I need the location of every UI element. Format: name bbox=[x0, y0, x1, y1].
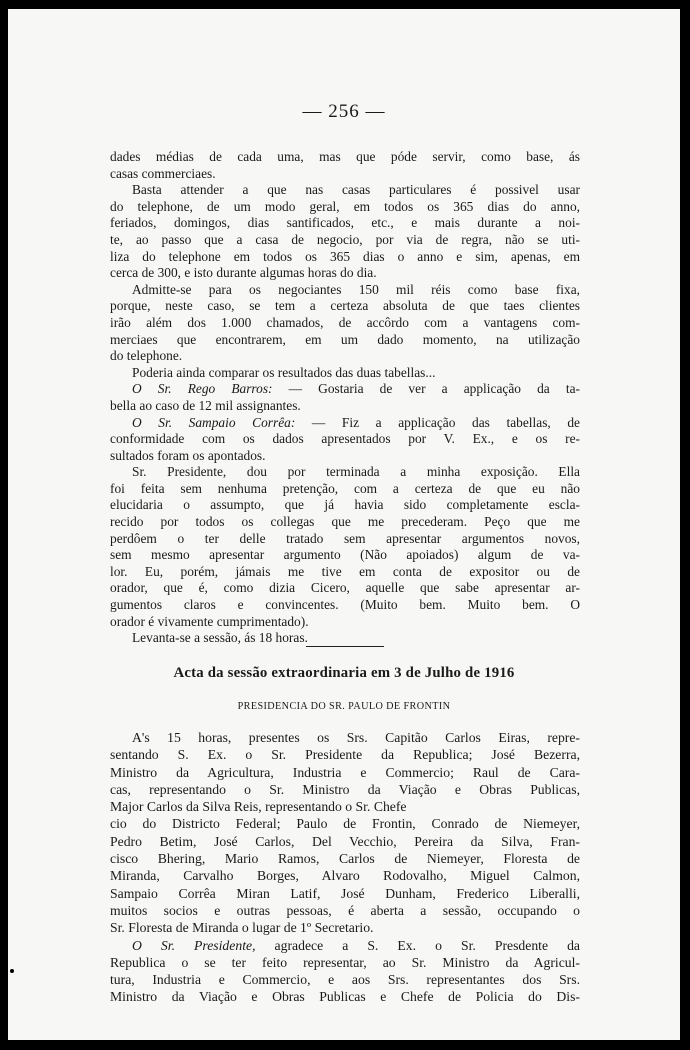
text-line: elucidaria o assumpto, que já havia sido completamente escla- bbox=[110, 497, 580, 513]
text-line: Major Carlos da Silva Reis, representando o Sr. Chefe bbox=[110, 799, 407, 815]
text-line: O Sr. Sampaio Corrêa: — Fiz a applicação das tabellas, de bbox=[132, 414, 581, 430]
text-line: O Sr. Rego Barros: — Gostaria de ver a applicação da ta- bbox=[132, 381, 580, 397]
section-previous-session bbox=[110, 149, 580, 647]
text-line: Admitte-se para os negociantes 150 mil réis como base fixa, bbox=[132, 281, 580, 297]
text-line: Sr. Presidente, dou por terminada a minha exposição. Ella bbox=[132, 464, 580, 480]
text-line: orador, que é, como dizia Cicero, aquelle que sabe apresentar ar- bbox=[110, 580, 580, 596]
text-line: foi feita sem nenhuma pretenção, com a certeza de que eu não bbox=[110, 480, 580, 496]
text-line: Basta attender a que nas casas particulares é possivel usar bbox=[132, 182, 580, 198]
text-line: sentando S. Ex. o Sr. Presidente da Republica; José Bezerra, bbox=[110, 747, 580, 763]
text-line: Ministro da Agricultura, Industria e Commercio; Raul de Cara- bbox=[110, 764, 580, 780]
text-line: irão além dos 1.000 chamados, de accôrdo com a vantagens com- bbox=[110, 314, 580, 330]
text-line: conformidade com os dados apresentados por V. Ex., e os re- bbox=[110, 431, 580, 447]
text-line: Sr. Floresta de Miranda o lugar de 1º Secretario. bbox=[110, 920, 374, 936]
page-number: — 256 — bbox=[302, 101, 386, 122]
text-line: sultados foram os apontados. bbox=[110, 447, 266, 463]
text-line: bella ao caso de 12 mil assignantes. bbox=[110, 397, 301, 413]
text-line: Pedro Betim, José Carlos, Del Vecchio, Pereira da Silva, Fran- bbox=[110, 833, 580, 849]
document-page bbox=[8, 9, 680, 1040]
section-divider bbox=[306, 646, 384, 647]
acta-title: Acta da sessão extraordinaria em 3 de Julho de 1916 bbox=[173, 665, 515, 681]
text-line: do telephone, de um modo geral, em todos os 365 dias do anno, bbox=[110, 198, 580, 214]
text-line: perdôem o ter delle tratado sem apresentar argumentos novos, bbox=[110, 530, 580, 546]
text-line: Republica o se ter feito representar, ao Sr. Ministro da Agricul- bbox=[110, 954, 580, 970]
text-line: feriados, domingos, dias santificados, etc., e mais durante a noi- bbox=[110, 215, 580, 231]
scan-speck bbox=[10, 969, 14, 973]
text-line: cio do Districto Federal; Paulo de Frontin, Conrado de Niemeyer, bbox=[110, 816, 580, 832]
text-line: cas, representando o Sr. Ministro da Viação e Obras Publicas, bbox=[110, 781, 580, 797]
text-line: liza do telephone em todos os 365 dias o anno e sim, apenas, em bbox=[110, 248, 580, 264]
text-line: tura, Industria e Commercio, e aos Srs. representantes dos Srs. bbox=[110, 972, 580, 988]
text-line: orador é vivamente cumprimentado). bbox=[110, 613, 309, 629]
text-line: cisco Bhering, Mario Ramos, Carlos de Niemeyer, Floresta de bbox=[110, 851, 580, 867]
speaker-name: O Sr. Sampaio Corrêa: bbox=[132, 414, 296, 430]
text-line: Levanta-se a sessão, ás 18 horas. bbox=[132, 630, 308, 646]
text-line: recido por todos os collegas que me precederam. Peço que me bbox=[110, 514, 580, 530]
text-line: Miranda, Carvalho Borges, Alvaro Rodovalho, Miguel Calmon, bbox=[110, 868, 580, 884]
speaker-name: O Sr. Presidente, bbox=[132, 937, 256, 953]
text-line: merciaes que encontrarem, em um dado momento, na utilização bbox=[110, 331, 580, 347]
section-acta bbox=[110, 729, 580, 1006]
text-line: lor. Eu, porém, jámais me tive em conta de expositor ou de bbox=[110, 563, 580, 579]
text-line: cerca de 300, e isto durante algumas horas do dia. bbox=[110, 265, 377, 281]
text-line: Poderia ainda comparar os resultados das duas tabellas... bbox=[132, 364, 436, 380]
text-line: O Sr. Presidente, agradece a S. Ex. o Sr. Presdente da bbox=[132, 937, 581, 953]
text-line: casas commerciaes. bbox=[110, 165, 216, 181]
presidencia-subtitle: PRESIDENCIA DO SR. PAULO DE FRONTIN bbox=[237, 701, 451, 712]
text-line: porque, neste caso, se tem a certeza absoluta de que taes clientes bbox=[110, 298, 580, 314]
speaker-name: O Sr. Rego Barros: bbox=[132, 381, 273, 397]
text-line: do telephone. bbox=[110, 348, 183, 364]
text-line: muitos socios e outras pessoas, é aberta a sessão, occupando o bbox=[110, 902, 580, 918]
text-line: Ministro da Viação e Obras Publicas e Chefe de Policia do Dis- bbox=[110, 989, 580, 1005]
text-line: sem mesmo apresentar argumento (Não apoiados) algum de va- bbox=[110, 547, 580, 563]
text-line: dades médias de cada uma, mas que póde servir, como base, ás bbox=[110, 149, 580, 164]
text-line: Sampaio Corrêa Miran Latif, José Dunham, Frederico Liberalli, bbox=[110, 885, 580, 901]
text-line: gumentos claros e convincentes. (Muito bem. Muito bem. O bbox=[110, 597, 580, 613]
text-line: A's 15 horas, presentes os Srs. Capitão Carlos Eiras, repre- bbox=[132, 730, 580, 745]
text-line: te, ao passo que a casa de negocio, por via de regra, não se uti- bbox=[110, 231, 580, 247]
